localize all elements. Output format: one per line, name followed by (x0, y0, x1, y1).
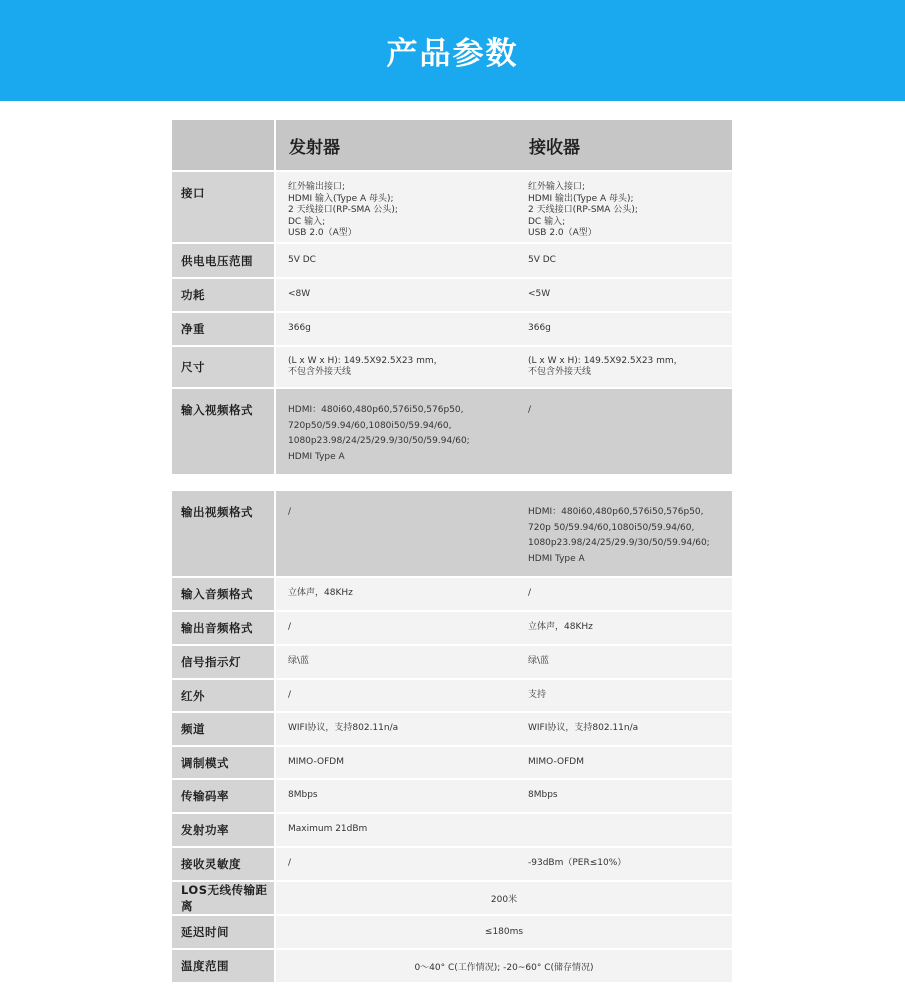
table-row (172, 916, 732, 950)
receiver-value: -93dBm（PER≤10%） (528, 858, 627, 869)
transmitter-value: 立体声，48KHz (288, 588, 353, 599)
table-row (172, 347, 732, 389)
transmitter-value: / (288, 622, 292, 633)
receiver-value: 支持 (528, 689, 547, 700)
table-row (172, 646, 732, 680)
transmitter-value: / (288, 858, 292, 869)
row-label: 输入视频格式 (172, 389, 276, 474)
row-values (276, 916, 732, 948)
receiver-value (516, 814, 732, 846)
row-values (276, 680, 732, 711)
row-values (276, 646, 732, 678)
table-row (172, 172, 732, 244)
table-row (172, 389, 732, 476)
table-row (172, 680, 732, 713)
row-label: 输出视频格式 (172, 491, 276, 576)
row-values (276, 780, 732, 812)
spec-table-1 (172, 120, 732, 476)
row-values (276, 578, 732, 610)
row-label: 信号指示灯 (172, 646, 276, 678)
receiver-value: HDMI：480i60,480p60,576i50,576p50, 720p 50/59.94/60,1080i50/59.94/60, 1080p23.98/24/25/29.9/30/50/59.94/60; HDMI Type A (528, 507, 710, 564)
table-row (172, 814, 732, 848)
transmitter-value: 366g (288, 323, 311, 334)
receiver-value: MIMO-OFDM (528, 756, 584, 767)
table-row (172, 848, 732, 882)
row-label: 传输码率 (172, 780, 276, 812)
header-columns (276, 120, 732, 170)
table-row (172, 279, 732, 313)
row-label: LOS无线传输距离 (172, 882, 276, 914)
row-values (276, 279, 732, 311)
transmitter-value: 5V DC (288, 254, 316, 265)
header-banner (0, 0, 905, 101)
transmitter-value: 红外输出接口; HDMI 输入(Type A 母头); 2 天线接口(RP-SMA 公头); DC 输入; USB 2.0（A型） (288, 182, 398, 238)
transmitter-value: WIFI协议，支持802.11n/a (288, 723, 399, 734)
row-label: 红外 (172, 680, 276, 711)
row-label: 发射功率 (172, 814, 276, 846)
table-row (172, 747, 732, 780)
row-values (276, 814, 732, 846)
row-values (276, 313, 732, 345)
row-values (276, 347, 732, 387)
receiver-value: (L x W x H): 149.5X92.5X23 mm， 不包含外接天线 (528, 355, 683, 377)
receiver-value: 366g (528, 323, 551, 334)
page-title: 产品参数 (386, 36, 519, 72)
row-values (276, 950, 732, 982)
receiver-value: / (528, 588, 532, 599)
transmitter-value: Maximum 21dBm (288, 824, 368, 835)
receiver-value: 立体声，48KHz (528, 622, 593, 633)
table-row (172, 491, 732, 578)
row-values (276, 747, 732, 778)
column-header-transmitter: 发射器 (289, 137, 340, 158)
table-header-row (172, 120, 732, 172)
spec-table-2 (172, 491, 732, 984)
row-label: 频道 (172, 713, 276, 745)
receiver-value: 5V DC (528, 254, 556, 265)
table-row (172, 882, 732, 916)
row-values (276, 848, 732, 880)
receiver-value: <5W (528, 289, 551, 300)
row-values (276, 713, 732, 745)
row-values (276, 491, 732, 576)
column-header-receiver: 接收器 (529, 137, 580, 158)
merged-value: 200米 (490, 894, 518, 905)
transmitter-value: HDMI：480i60,480p60,576i50,576p50, 720p50/59.94/60,1080i50/59.94/60, 1080p23.98/24/25/29.9/30/50/59.94/60; HDMI Type A (288, 405, 470, 462)
row-label: 接口 (172, 172, 276, 242)
transmitter-value: <8W (288, 289, 311, 300)
row-values (276, 882, 732, 914)
table-row (172, 780, 732, 814)
transmitter-value: (L x W x H): 149.5X92.5X23 mm， 不包含外接天线 (288, 355, 443, 377)
transmitter-value: MIMO-OFDM (288, 756, 344, 767)
table-row (172, 313, 732, 347)
transmitter-value: 绿\蓝 (288, 656, 310, 667)
receiver-value: 8Mbps (528, 790, 558, 801)
row-label: 接收灵敏度 (172, 848, 276, 880)
row-label: 输出音频格式 (172, 612, 276, 644)
receiver-value: WIFI协议，支持802.11n/a (528, 723, 639, 734)
table-row (172, 713, 732, 747)
row-label: 尺寸 (172, 347, 276, 387)
row-label: 功耗 (172, 279, 276, 311)
table-row (172, 612, 732, 646)
row-label: 调制模式 (172, 747, 276, 778)
row-label: 输入音频格式 (172, 578, 276, 610)
table-row (172, 244, 732, 279)
row-values (276, 612, 732, 644)
row-values (276, 172, 732, 242)
row-label: 温度范围 (172, 950, 276, 982)
merged-value: ≤180ms (484, 927, 524, 937)
row-label: 净重 (172, 313, 276, 345)
transmitter-value: / (288, 689, 292, 700)
receiver-value: 红外输入接口; HDMI 输出(Type A 母头); 2 天线接口(RP-SMA 公头); DC 输入; USB 2.0（A型） (528, 182, 638, 238)
transmitter-value: 8Mbps (288, 790, 318, 801)
table-row (172, 950, 732, 984)
header-empty-cell (172, 120, 276, 170)
transmitter-value: / (288, 507, 292, 517)
row-label: 延迟时间 (172, 916, 276, 948)
merged-value: 0～40° C(工作情况); -20~60° C(储存情况) (414, 962, 594, 973)
table-row (172, 578, 732, 612)
receiver-value: 绿\蓝 (528, 656, 550, 667)
receiver-value: / (528, 405, 532, 415)
row-label: 供电电压范围 (172, 244, 276, 277)
row-values (276, 244, 732, 277)
row-values (276, 389, 732, 474)
